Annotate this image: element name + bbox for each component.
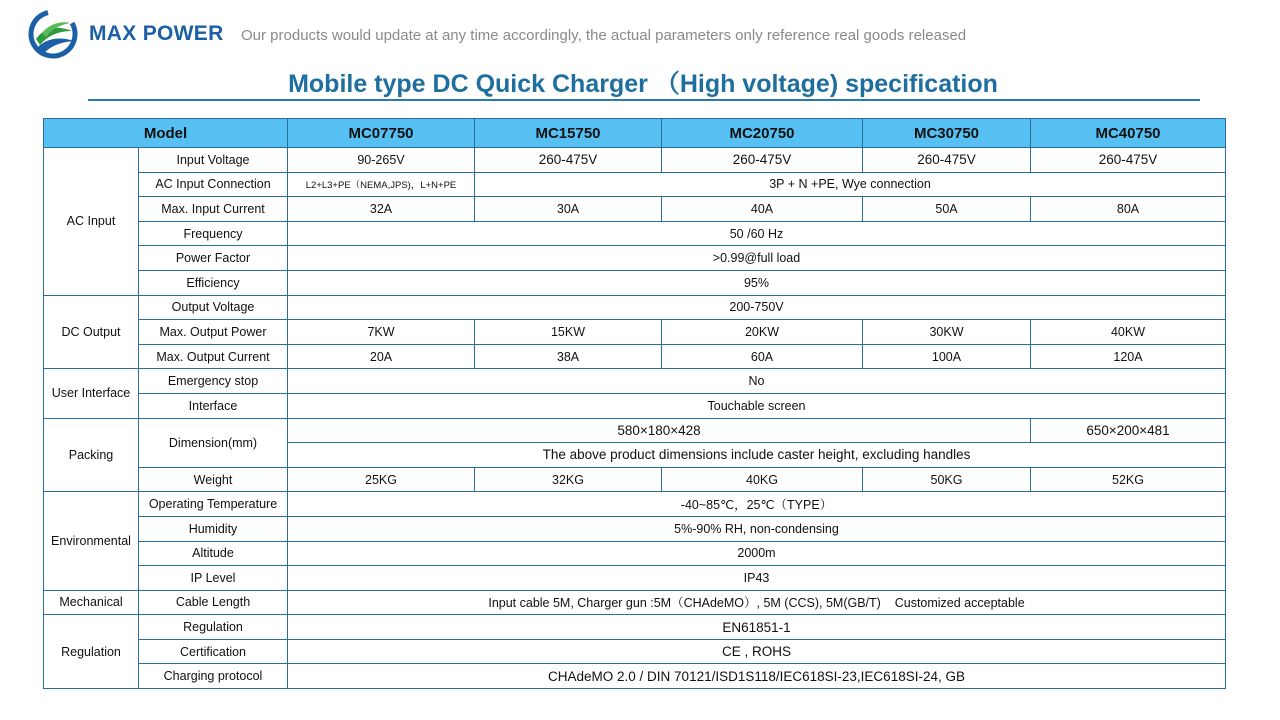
value-cell: 5%-90% RH, non-condensing <box>288 516 1226 541</box>
model-header-cell: MC07750 <box>288 119 475 148</box>
value-cell: 650×200×481 <box>1031 418 1226 443</box>
value-cell: IP43 <box>288 566 1226 591</box>
table-row <box>44 270 1226 295</box>
param-label: Frequency <box>139 221 288 246</box>
value-cell: 2000m <box>288 541 1226 566</box>
table-row <box>44 516 1226 541</box>
table-row <box>44 590 1226 615</box>
param-label: Cable Length <box>139 590 288 615</box>
value-cell: -40~85℃，25℃（TYPE） <box>288 492 1226 517</box>
section-label-dc-output: DC Output <box>44 295 139 369</box>
value-cell: 95% <box>288 270 1226 295</box>
model-header: Model <box>44 119 288 148</box>
table-row <box>44 148 1226 173</box>
param-label: Interface <box>139 393 288 418</box>
page-title: Mobile type DC Quick Charger （High voltage) specification <box>288 70 998 98</box>
value-cell: 40KW <box>1031 320 1226 345</box>
value-cell: CHAdeMO 2.0 / DIN 70121/ISD1S118/IEC618SI-23,IEC618SI-24, GB <box>288 664 1226 689</box>
value-cell: EN61851-1 <box>288 615 1226 640</box>
value-cell: 32A <box>288 197 475 222</box>
title-divider <box>88 99 1200 101</box>
table-row <box>44 221 1226 246</box>
table-row <box>44 566 1226 591</box>
value-cell: No <box>288 369 1226 394</box>
value-cell: 100A <box>863 344 1031 369</box>
value-cell: CE , ROHS <box>288 639 1226 664</box>
value-cell: 50 /60 Hz <box>288 221 1226 246</box>
value-cell: Input cable 5M, Charger gun :5M（CHAdeMO）, 5M (CCS), 5M(GB/T) Customized acceptable <box>288 590 1226 615</box>
value-cell: 260-475V <box>863 148 1031 173</box>
table-row <box>44 344 1226 369</box>
section-label-environmental: Environmental <box>44 492 139 590</box>
update-notice: Our products would update at any time accordingly, the actual parameters only reference real goods released <box>241 27 967 44</box>
value-cell: 80A <box>1031 197 1226 222</box>
value-cell: The above product dimensions include caster height, excluding handles <box>288 443 1226 468</box>
table-row <box>44 295 1226 320</box>
param-label: Output Voltage <box>139 295 288 320</box>
value-cell: 3P + N +PE, Wye connection <box>475 172 1226 197</box>
value-cell: 15KW <box>475 320 662 345</box>
value-cell: 580×180×428 <box>288 418 1031 443</box>
value-cell: Touchable screen <box>288 393 1226 418</box>
value-cell: 52KG <box>1031 467 1226 492</box>
param-label: Weight <box>139 467 288 492</box>
section-label-mechanical: Mechanical <box>44 590 139 615</box>
param-label: Humidity <box>139 516 288 541</box>
param-label: Charging protocol <box>139 664 288 689</box>
param-label: Max. Output Current <box>139 344 288 369</box>
value-cell: 90-265V <box>288 148 475 173</box>
param-label: Certification <box>139 639 288 664</box>
model-header-cell: MC15750 <box>475 119 662 148</box>
table-row <box>44 320 1226 345</box>
param-label: Efficiency <box>139 270 288 295</box>
value-cell: 260-475V <box>475 148 662 173</box>
value-cell: 60A <box>662 344 863 369</box>
table-row <box>44 664 1226 689</box>
value-cell: 32KG <box>475 467 662 492</box>
value-cell: 200-750V <box>288 295 1226 320</box>
table-row <box>44 541 1226 566</box>
value-cell: 40A <box>662 197 863 222</box>
model-header-cell: MC30750 <box>863 119 1031 148</box>
brand-name: MAX POWER <box>89 22 224 45</box>
table-row <box>44 393 1226 418</box>
param-label: Altitude <box>139 541 288 566</box>
value-cell: 30KW <box>863 320 1031 345</box>
value-cell: >0.99@full load <box>288 246 1226 271</box>
param-label: Max. Input Current <box>139 197 288 222</box>
model-header-cell: MC20750 <box>662 119 863 148</box>
table-row <box>44 418 1226 443</box>
section-label-ac-input: AC Input <box>44 148 139 296</box>
param-label: AC Input Connection <box>139 172 288 197</box>
param-label: Dimension(mm) <box>139 418 288 467</box>
value-cell: 50A <box>863 197 1031 222</box>
table-row <box>44 172 1226 197</box>
value-cell: 260-475V <box>1031 148 1226 173</box>
value-cell: 7KW <box>288 320 475 345</box>
table-row <box>44 369 1226 394</box>
specification-table <box>43 118 1226 689</box>
table-row <box>44 492 1226 517</box>
param-label: Regulation <box>139 615 288 640</box>
param-label: Operating Temperature <box>139 492 288 517</box>
param-label: Emergency stop <box>139 369 288 394</box>
table-row <box>44 246 1226 271</box>
param-label: Max. Output Power <box>139 320 288 345</box>
section-label-user-interface: User Interface <box>44 369 139 418</box>
value-cell: 260-475V <box>662 148 863 173</box>
value-cell: 40KG <box>662 467 863 492</box>
table-header-row <box>44 119 1226 148</box>
value-cell: 20KW <box>662 320 863 345</box>
table-row <box>44 615 1226 640</box>
param-label: Input Voltage <box>139 148 288 173</box>
value-cell: 120A <box>1031 344 1226 369</box>
max-power-logo-icon <box>28 9 78 59</box>
value-cell: 50KG <box>863 467 1031 492</box>
section-label-packing: Packing <box>44 418 139 492</box>
section-label-regulation: Regulation <box>44 615 139 689</box>
table-row <box>44 639 1226 664</box>
table-row <box>44 197 1226 222</box>
param-label: Power Factor <box>139 246 288 271</box>
value-cell: 38A <box>475 344 662 369</box>
value-cell: 25KG <box>288 467 475 492</box>
value-cell: 20A <box>288 344 475 369</box>
param-label: IP Level <box>139 566 288 591</box>
model-header-cell: MC40750 <box>1031 119 1226 148</box>
table-row <box>44 467 1226 492</box>
value-cell: L2+L3+PE（NEMA,JPS)，L+N+PE <box>288 172 475 197</box>
value-cell: 30A <box>475 197 662 222</box>
